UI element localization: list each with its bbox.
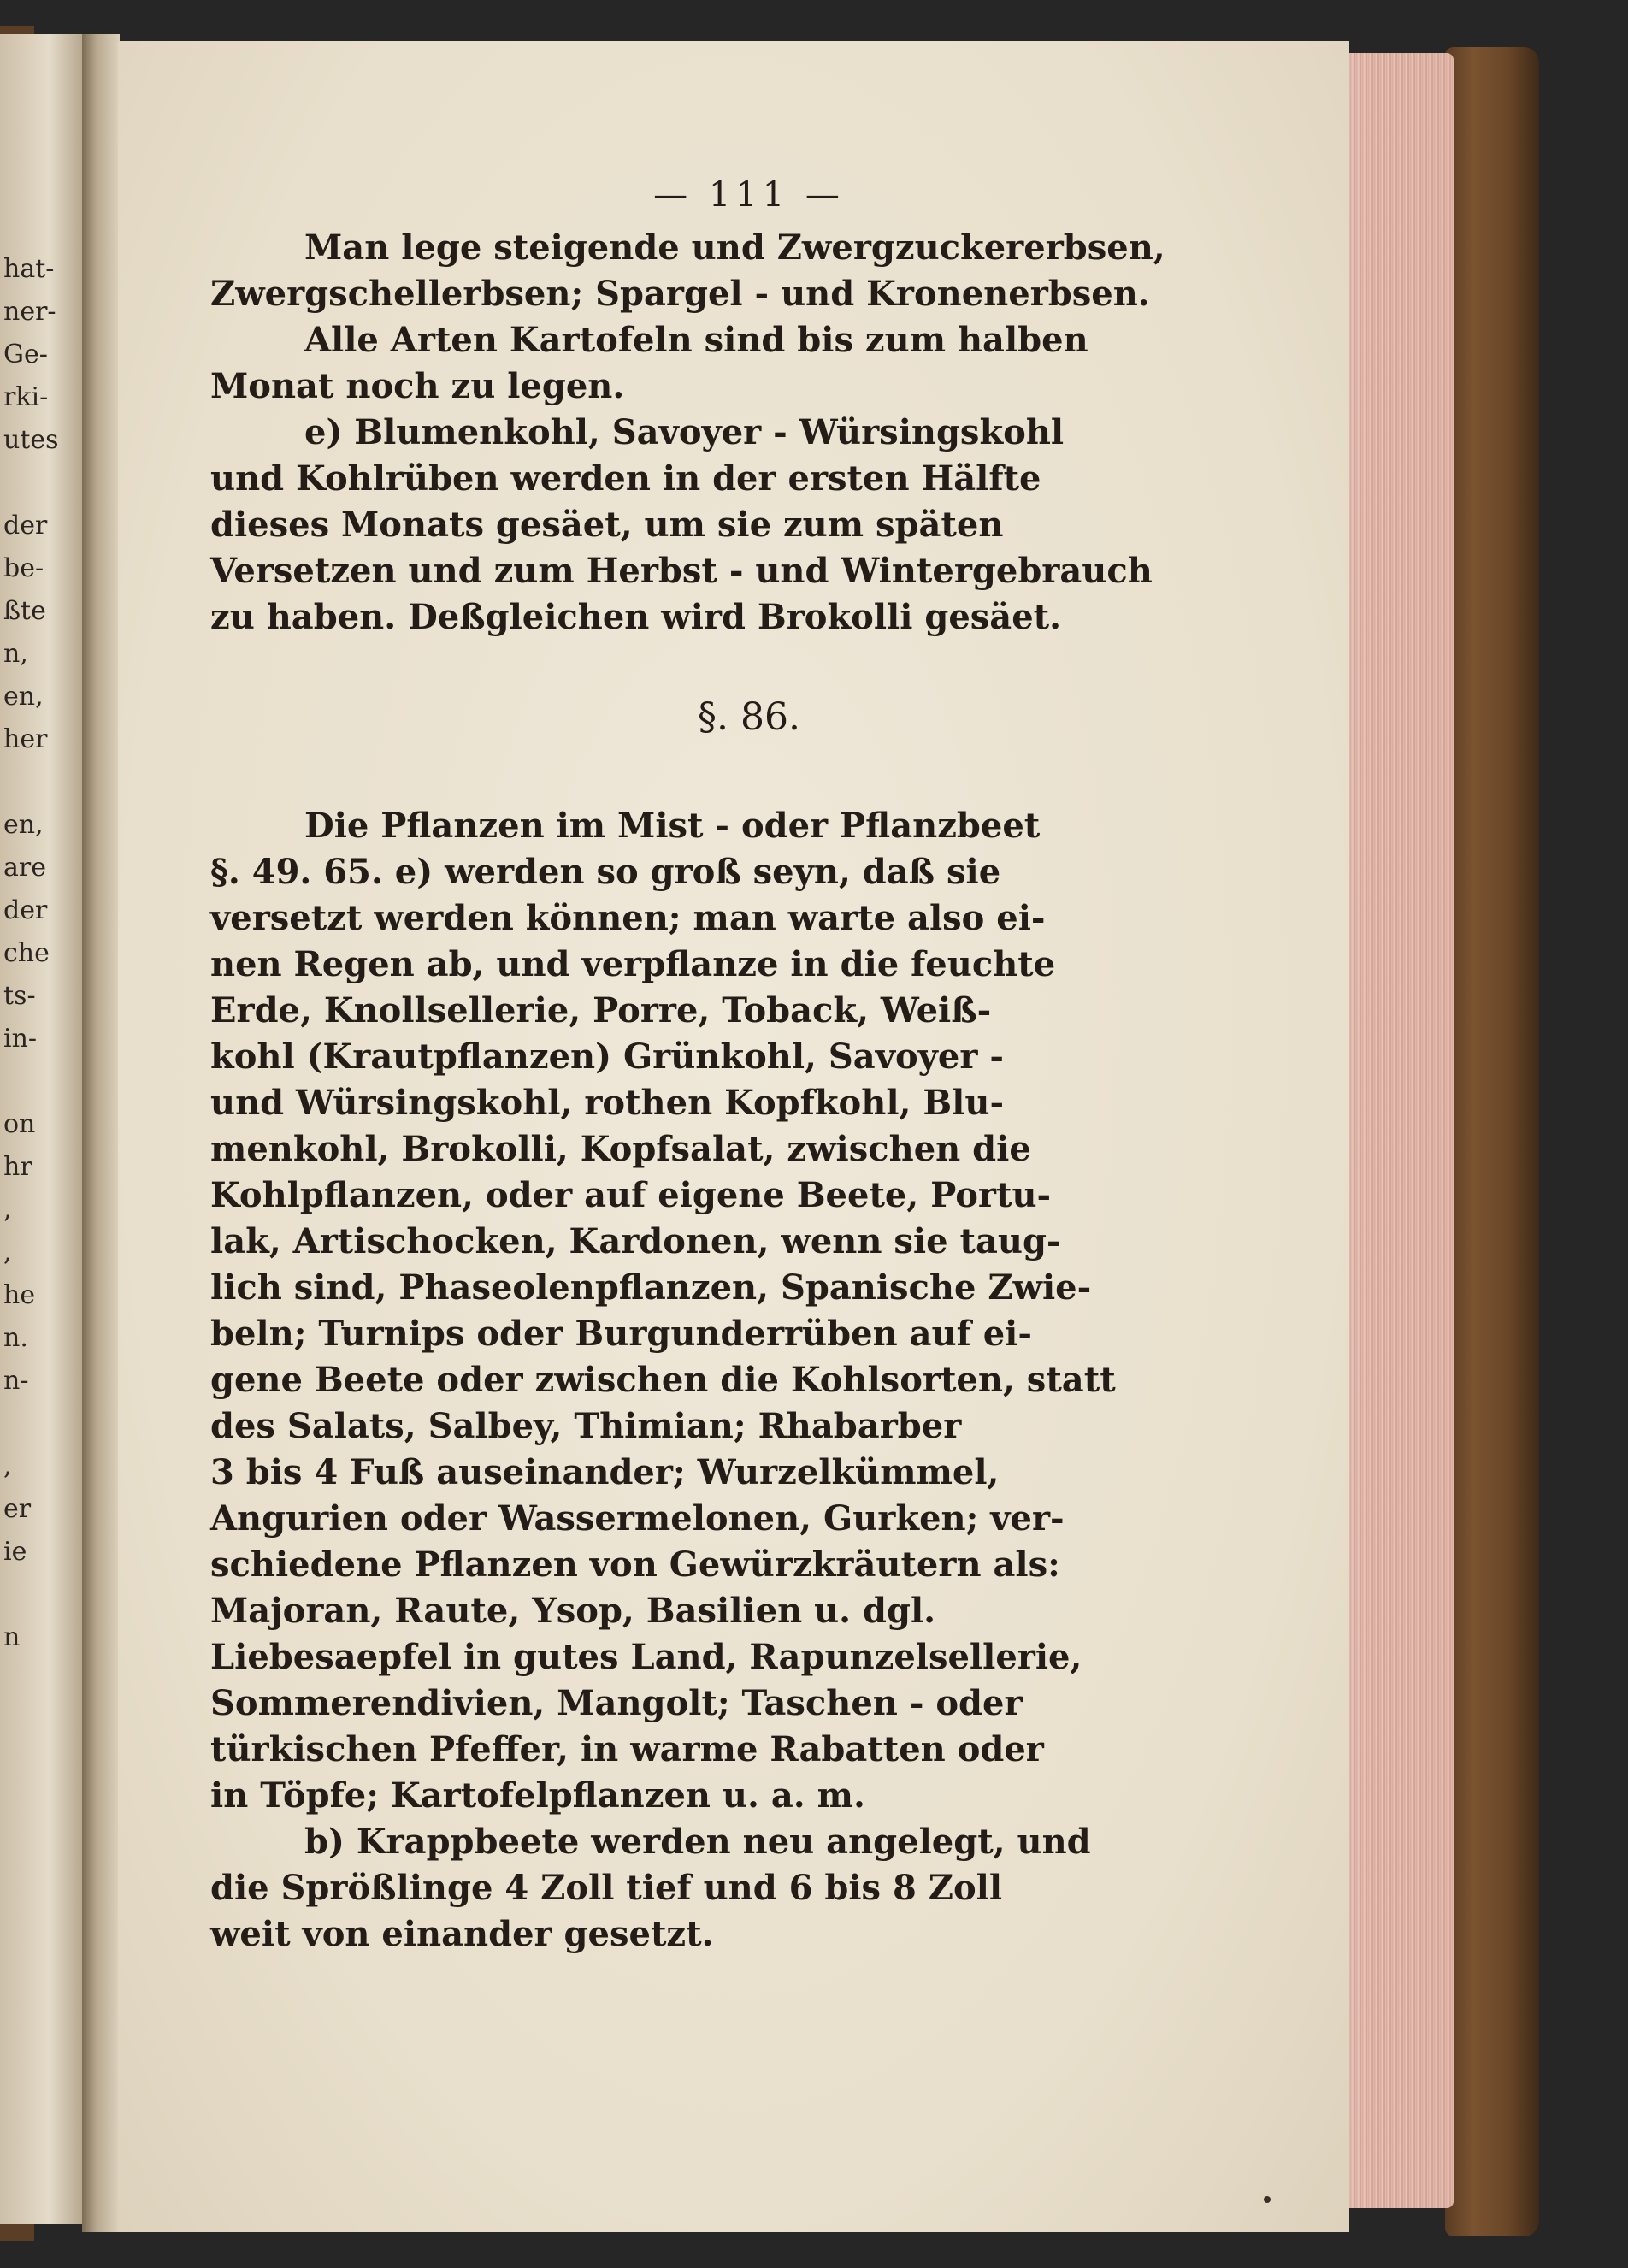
text-line: Erde, Knollsellerie, Porre, Toback, Weiß- <box>210 990 992 1031</box>
text-line: Monat noch zu legen. <box>210 366 625 406</box>
text-line: Alle Arten Kartofeln sind bis zum halben <box>304 320 1088 360</box>
text-line: gene Beete oder zwischen die Kohlsorten, statt <box>210 1360 1116 1400</box>
text-line: Man lege steigende und Zwergzuckererbsen, <box>304 227 1165 268</box>
paragraphs-after-section <box>210 803 1288 1958</box>
text-line: lak, Artischocken, Kardonen, wenn sie taug- <box>210 1221 1061 1261</box>
text-line: die Sprößlinge 4 Zoll tief und 6 bis 8 Zoll <box>210 1868 1003 1908</box>
paragraphs-before-section <box>210 225 1288 641</box>
text-line: Majoran, Raute, Ysop, Basilien u. dgl. <box>210 1591 936 1631</box>
text-line: 3 bis 4 Fuß auseinander; Wurzelkümmel, <box>210 1452 1000 1492</box>
text-line: und Kohlrüben werden in der ersten Hälfte <box>210 458 1041 499</box>
text-line: Angurien oder Wassermelonen, Gurken; ver- <box>210 1498 1065 1539</box>
book-gutter <box>82 34 120 2232</box>
ink-dot <box>1264 2196 1271 2203</box>
text-line: Liebesaepfel in gutes Land, Rapunzelsellerie, <box>210 1637 1082 1677</box>
text-line: Kohlpflanzen, oder auf eigene Beete, Portu- <box>210 1175 1052 1215</box>
text-line: §. 49. 65. e) werden so groß seyn, daß sie <box>210 852 1001 892</box>
text-line: und Würsingskohl, rothen Kopfkohl, Blu- <box>210 1083 1005 1123</box>
right-cover <box>1445 47 1539 2236</box>
text-line: e) Blumenkohl, Savoyer - Würsingskohl <box>304 412 1065 452</box>
left-page-text-fragments: hat- ner- Ge- rki- utes der be- ßte n, en, her en, are der che ts- in- on hr , , he n. n- , er ie n <box>3 254 59 1652</box>
text-line: Die Pflanzen im Mist - oder Pflanzbeet <box>304 806 1041 846</box>
right-page <box>118 41 1349 2232</box>
page-number: — 111 — <box>653 175 845 215</box>
page-text-block <box>210 165 1288 1958</box>
text-line: türkischen Pfeffer, in warme Rabatten oder <box>210 1729 1044 1769</box>
text-line: menkohl, Brokolli, Kopfsalat, zwischen die <box>210 1129 1031 1169</box>
text-line: beln; Turnips oder Burgunderrüben auf ei- <box>210 1314 1032 1354</box>
text-line: lich sind, Phaseolenpflanzen, Spanische Zwie- <box>210 1267 1092 1308</box>
text-line: b) Krappbeete werden neu angelegt, und <box>304 1822 1091 1862</box>
text-line: Sommerendivien, Mangolt; Taschen - oder <box>210 1683 1023 1723</box>
page-fore-edge <box>1344 53 1454 2208</box>
text-line: Zwergschellerbsen; Spargel - und Kronenerbsen. <box>210 274 1150 314</box>
left-page-edge <box>0 34 82 2224</box>
text-line: zu haben. Deßgleichen wird Brokolli gesäet. <box>210 597 1062 637</box>
text-line: Versetzen und zum Herbst - und Wintergebrauch <box>210 551 1153 591</box>
text-line: dieses Monats gesäet, um sie zum späten <box>210 505 1004 545</box>
text-line: weit von einander gesetzt. <box>210 1914 714 1954</box>
section-heading: §. 86. <box>698 695 800 739</box>
text-line: nen Regen ab, und verpflanze in die feuchte <box>210 944 1056 984</box>
text-line: schiedene Pflanzen von Gewürzkräutern als: <box>210 1544 1060 1585</box>
text-line: in Töpfe; Kartofelpflanzen u. a. m. <box>210 1775 865 1816</box>
text-line: kohl (Krautpflanzen) Grünkohl, Savoyer - <box>210 1037 1004 1077</box>
text-line: des Salats, Salbey, Thimian; Rhabarber <box>210 1406 962 1446</box>
text-line: versetzt werden können; man warte also ei- <box>210 898 1046 938</box>
